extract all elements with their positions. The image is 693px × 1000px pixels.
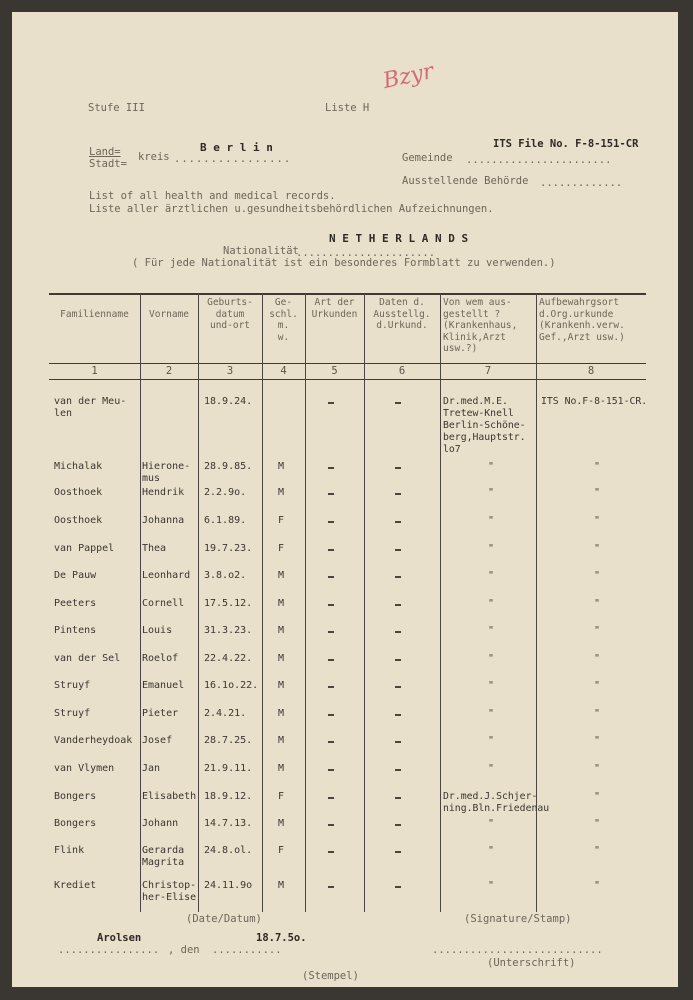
ditto-storage: " (594, 708, 601, 719)
signature-dotted-line: ........................... (432, 944, 603, 956)
dash-daten (395, 631, 401, 633)
cell-firstname: Josef (142, 735, 173, 746)
table-rule (49, 363, 646, 364)
ditto-storage: " (594, 515, 601, 526)
ditto-issuer: " (488, 818, 495, 829)
cell-firstname: Louis (142, 625, 173, 636)
place-value: Arolsen (97, 932, 142, 944)
cell-sex: M (278, 570, 285, 581)
ditto-storage: " (594, 543, 601, 554)
column-header: Aufbewahrgsort d.Org.urkunde (Krankenh.verw. Gef.,Arzt usw.) (539, 297, 625, 343)
dash-daten (395, 797, 401, 799)
column-header: Vorname (148, 309, 190, 320)
cell-birthdate: 2.4.21. (204, 708, 247, 719)
column-number: 3 (226, 365, 234, 377)
cell-surname: Pintens (54, 625, 97, 636)
ditto-storage: " (594, 598, 601, 609)
ditto-storage: " (594, 791, 601, 802)
column-header: Art der Urkunden (311, 297, 358, 320)
date-dotted-line: ........... (212, 944, 282, 956)
unterschrift-caption: (Unterschrift) (487, 957, 576, 969)
column-number: 7 (484, 365, 492, 377)
ditto-issuer: " (488, 543, 495, 554)
stadt-label: Stadt= (89, 158, 127, 170)
ditto-issuer: " (488, 653, 495, 664)
dash-daten (395, 493, 401, 495)
column-header: Von wem aus- gestellt ? (Krankenhaus, Klinik,Arzt usw.?) (443, 297, 518, 354)
dash-art (328, 604, 334, 606)
liste-label: Liste H (325, 102, 370, 114)
cell-sex: F (278, 845, 285, 856)
dash-art (328, 631, 334, 633)
column-number: 4 (280, 365, 287, 377)
cell-birthdate: 18.9.12. (204, 791, 253, 802)
dash-art (328, 886, 334, 888)
column-divider (536, 293, 537, 912)
nationality-label: Nationalität (223, 245, 299, 257)
cell-birthdate: 19.7.23. (204, 543, 253, 554)
cell-firstname: Roelof (142, 653, 179, 664)
cell-firstname: Hierone- mus (142, 461, 191, 484)
ditto-issuer: " (488, 487, 495, 498)
cell-sex: F (278, 791, 285, 802)
cell-birthdate: 24.11.9o (204, 880, 253, 891)
cell-sex: M (278, 708, 285, 719)
ditto-issuer: " (488, 763, 495, 774)
kreis-dotted-line: ................ (174, 153, 292, 165)
column-header: Geburts- datum und-ort (207, 297, 253, 331)
dash-art (328, 493, 334, 495)
cell-firstname: Gerarda Magrita (142, 845, 185, 868)
dash-art (328, 402, 334, 404)
dash-daten (395, 851, 401, 853)
dash-daten (395, 604, 401, 606)
ditto-issuer: " (488, 570, 495, 581)
column-number: 1 (91, 365, 98, 377)
cell-firstname: Cornell (142, 598, 185, 609)
column-header: Ge- schl. m. w. (269, 297, 298, 343)
list-title-de: Liste aller ärztlichen u.gesundheitsbehördlichen Aufzeichnungen. (89, 203, 494, 215)
cell-sex: M (278, 461, 285, 472)
column-divider (364, 293, 365, 912)
cell-birthdate: 21.9.11. (204, 763, 253, 774)
column-number: 5 (331, 365, 338, 377)
cell-sex: M (278, 735, 285, 746)
cell-sex: F (278, 515, 285, 526)
cell-birthdate: 3.8.o2. (204, 570, 247, 581)
nationality-note: ( Für jede Nationalität ist ein besonderes Formblatt zu verwenden.) (132, 257, 556, 269)
cell-surname: De Pauw (54, 570, 97, 581)
ditto-storage: " (594, 735, 601, 746)
cell-surname: Flink (54, 845, 85, 856)
cell-surname: Bongers (54, 818, 97, 829)
cell-surname: Struyf (54, 680, 91, 691)
column-divider (140, 293, 141, 912)
cell-surname: Struyf (54, 708, 91, 719)
column-divider (440, 293, 441, 912)
kreis-label: kreis (138, 151, 170, 163)
column-number: 2 (165, 365, 173, 377)
ditto-storage: " (594, 570, 601, 581)
ditto-issuer: " (488, 515, 495, 526)
cell-surname: van Vlymen (54, 763, 115, 774)
cell-sex: M (278, 487, 285, 498)
cell-surname: Krediet (54, 880, 97, 891)
cell-surname: Oosthoek (54, 515, 103, 526)
dash-art (328, 824, 334, 826)
gemeinde-dotted-line: ....................... (466, 154, 612, 166)
cell-firstname: Jan (142, 763, 161, 774)
handwritten-initials: Bzyr (380, 59, 436, 94)
behoerde-label: Ausstellende Behörde (402, 175, 529, 187)
document-page (12, 12, 678, 987)
cell-firstname: Emanuel (142, 680, 185, 691)
cell-surname: Peeters (54, 598, 97, 609)
column-number: 8 (587, 365, 595, 377)
dash-daten (395, 824, 401, 826)
nationality-dotted-line: ...................... (296, 247, 436, 259)
column-header: Daten d. Ausstellg. d.Urkund. (373, 297, 431, 331)
cell-birthdate: 24.8.ol. (204, 845, 253, 856)
dash-art (328, 769, 334, 771)
signature-caption: (Signature/Stamp) (464, 913, 572, 925)
ditto-issuer: " (488, 708, 495, 719)
dash-art (328, 659, 334, 661)
ditto-storage: " (594, 845, 601, 856)
ditto-storage: " (594, 880, 601, 891)
cell-firstname: Hendrik (142, 487, 185, 498)
cell-surname: Vanderheydoak (54, 735, 133, 746)
den-label: , den (168, 944, 200, 956)
gemeinde-label: Gemeinde (402, 152, 453, 164)
cell-sex: M (278, 625, 285, 636)
dash-art (328, 549, 334, 551)
cell-birthdate: 16.1o.22. (204, 680, 259, 691)
cell-birthdate: 22.4.22. (204, 653, 253, 664)
cell-firstname: Pieter (142, 708, 179, 719)
cell-birthdate: 28.9.85. (204, 461, 253, 472)
dash-art (328, 741, 334, 743)
cell-issuer: Dr.med.J.Schjer- ning.Bln.Friedenau (443, 791, 550, 814)
cell-birthdate: 31.3.23. (204, 625, 253, 636)
dash-art (328, 714, 334, 716)
ditto-storage: " (594, 625, 601, 636)
dash-art (328, 686, 334, 688)
cell-firstname: Leonhard (142, 570, 191, 581)
cell-sex: M (278, 818, 285, 829)
cell-birthdate: 17.5.12. (204, 598, 253, 609)
ditto-issuer: " (488, 845, 495, 856)
cell-birthdate: 2.2.9o. (204, 487, 247, 498)
cell-storage: ITS No.F-8-151-CR. (541, 396, 648, 407)
cell-firstname: Thea (142, 543, 167, 554)
cell-sex: M (278, 653, 285, 664)
dash-daten (395, 659, 401, 661)
cell-firstname: Johanna (142, 515, 185, 526)
cell-sex: M (278, 680, 285, 691)
cell-surname: Oosthoek (54, 487, 103, 498)
cell-firstname: Elisabeth (142, 791, 197, 802)
column-divider (262, 293, 263, 912)
behoerde-dotted-line: ............. (540, 177, 623, 189)
dash-daten (395, 686, 401, 688)
table-rule (49, 293, 646, 295)
dash-daten (395, 576, 401, 578)
dash-daten (395, 521, 401, 523)
ditto-issuer: " (488, 598, 495, 609)
ditto-issuer: " (488, 735, 495, 746)
cell-sex: M (278, 598, 285, 609)
cell-birthdate: 28.7.25. (204, 735, 253, 746)
ditto-issuer: " (488, 461, 495, 472)
ditto-storage: " (594, 487, 601, 498)
cell-sex: M (278, 880, 285, 891)
place-dotted-line: ................ (58, 944, 160, 956)
cell-issuer: Dr.med.M.E. Tretew-Knell Berlin-Schöne- berg,Hauptstr. lo7 (443, 396, 526, 455)
cell-sex: F (278, 543, 285, 554)
cell-birthdate: 6.1.89. (204, 515, 247, 526)
dash-daten (395, 741, 401, 743)
table-rule (49, 379, 646, 380)
date-value: 18.7.5o. (256, 932, 307, 944)
nationality-value: N E T H E R L A N D S (329, 232, 469, 245)
cell-surname: van der Sel (54, 653, 121, 664)
dash-art (328, 467, 334, 469)
dash-daten (395, 769, 401, 771)
column-number: 6 (398, 365, 406, 377)
cell-surname: Michalak (54, 461, 103, 472)
dash-daten (395, 886, 401, 888)
dash-daten (395, 714, 401, 716)
cell-sex: M (278, 763, 285, 774)
kreis-value: B e r l i n (200, 141, 273, 154)
date-caption: (Date/Datum) (186, 913, 262, 925)
cell-surname: van der Meu- len (54, 396, 127, 419)
stempel-caption: (Stempel) (302, 970, 359, 982)
cell-firstname: Johann (142, 818, 179, 829)
dash-daten (395, 549, 401, 551)
ditto-storage: " (594, 680, 601, 691)
cell-birthdate: 18.9.24. (204, 396, 253, 407)
ditto-storage: " (594, 653, 601, 664)
ditto-issuer: " (488, 625, 495, 636)
dash-daten (395, 402, 401, 404)
dash-art (328, 521, 334, 523)
column-divider (305, 293, 306, 912)
cell-birthdate: 14.7.13. (204, 818, 253, 829)
dash-art (328, 851, 334, 853)
list-title-en: List of all health and medical records. (89, 190, 336, 202)
ditto-issuer: " (488, 880, 495, 891)
dash-art (328, 797, 334, 799)
cell-firstname: Christop- her-Elise (142, 880, 197, 903)
dash-art (328, 576, 334, 578)
ditto-storage: " (594, 818, 601, 829)
column-divider (198, 293, 199, 912)
land-label: Land= (89, 146, 121, 158)
ditto-issuer: " (488, 680, 495, 691)
cell-surname: Bongers (54, 791, 97, 802)
cell-surname: van Pappel (54, 543, 115, 554)
column-header: Familienname (60, 309, 129, 320)
stufe-label: Stufe III (88, 102, 145, 114)
its-file-number: ITS File No. F-8-151-CR (493, 138, 639, 150)
ditto-storage: " (594, 763, 601, 774)
ditto-storage: " (594, 461, 601, 472)
dash-daten (395, 467, 401, 469)
